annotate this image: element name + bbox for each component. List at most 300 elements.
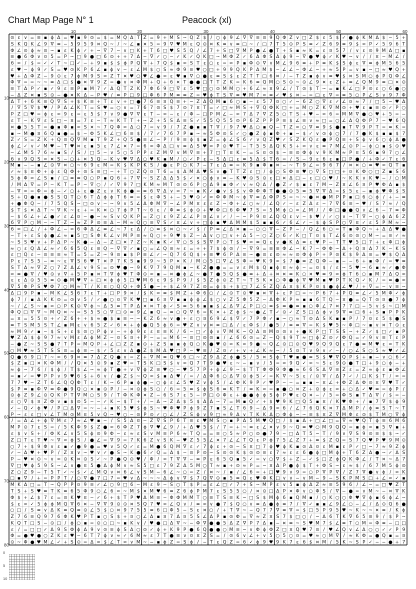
grid-cell-symbol: $ <box>196 253 200 259</box>
grid-cell-symbol: ▪ <box>242 99 247 105</box>
grid-cell-symbol: 9 <box>170 425 173 431</box>
grid-cell-symbol: M <box>36 221 41 227</box>
grid-cell-symbol: 5 <box>276 112 280 118</box>
grid-cell-symbol: − <box>149 540 154 546</box>
grid-cell-symbol: ○ <box>395 176 400 182</box>
grid-cell-symbol: Z <box>262 336 266 342</box>
grid-cell-symbol: ϕ <box>209 444 213 450</box>
grid-cell-symbol: ∇ <box>335 355 339 361</box>
grid-cell-symbol: Q <box>30 202 35 208</box>
grid-cell-symbol: ∨ <box>282 476 286 482</box>
grid-cell-symbol: ● <box>275 182 280 188</box>
grid-cell-symbol: − <box>169 55 174 61</box>
grid-cell-symbol: □ <box>96 278 101 284</box>
grid-cell-symbol: ✓ <box>36 144 41 150</box>
grid-cell-symbol: ⊙ <box>63 495 68 501</box>
grid-cell-symbol: 5 <box>37 348 41 354</box>
grid-cell-symbol: ¤ <box>349 74 353 80</box>
grid-cell-symbol: Q <box>269 342 273 348</box>
grid-cell-symbol: ♥ <box>202 419 207 425</box>
grid-cell-symbol: ¤ <box>262 150 266 156</box>
grid-cell-symbol: ∨ <box>103 374 107 380</box>
grid-cell-symbol: ∇ <box>362 470 366 476</box>
grid-cell-symbol: ≡ <box>182 144 187 150</box>
grid-cell-symbol: ϕ <box>103 368 107 374</box>
grid-cell-symbol: K <box>43 361 47 367</box>
grid-cell-symbol: ~ <box>348 214 353 220</box>
grid-cell-symbol: Q <box>182 310 187 316</box>
grid-cell-symbol: ∨ <box>50 457 54 463</box>
grid-cell-symbol: 6 <box>63 246 67 252</box>
grid-cell-symbol: ¤ <box>388 489 392 495</box>
grid-cell-symbol: 5 <box>216 380 220 386</box>
grid-cell-symbol: Φ <box>196 521 200 527</box>
grid-cell-symbol: ≡ <box>189 387 194 393</box>
grid-cell-symbol: □ <box>16 253 22 259</box>
grid-cell-symbol: Q <box>275 285 280 291</box>
grid-cell-symbol: ∇ <box>322 470 326 476</box>
grid-cell-symbol: ≈ <box>295 125 300 131</box>
grid-cell-symbol: ≈ <box>10 246 15 252</box>
grid-cell-symbol: − <box>282 380 287 386</box>
grid-cell-symbol: ¤ <box>289 489 293 495</box>
grid-cell-symbol: ○ <box>361 272 366 278</box>
grid-cell-symbol: ○ <box>242 502 247 508</box>
grid-cell-symbol: = <box>123 438 128 444</box>
grid-cell-symbol: 5 <box>30 125 34 131</box>
grid-cell-symbol: ∇ <box>382 400 386 406</box>
grid-cell-symbol: ● <box>116 368 121 374</box>
grid-cell-symbol: P <box>296 42 299 48</box>
grid-cell-symbol: + <box>368 157 373 163</box>
grid-cell-symbol: ϕ <box>395 463 399 469</box>
grid-cell-symbol: S <box>30 259 34 265</box>
grid-cell-symbol: + <box>36 476 41 482</box>
grid-cell-symbol: ▪ <box>395 425 399 431</box>
grid-cell-symbol: ≡ <box>395 208 399 214</box>
grid-cell-symbol: P <box>30 285 34 291</box>
grid-cell-symbol: Q <box>123 35 127 41</box>
grid-cell-symbol: 6 <box>349 483 353 489</box>
grid-cell-symbol: / <box>283 419 286 425</box>
grid-cell-symbol: 5 <box>176 176 180 182</box>
grid-cell-symbol: 7 <box>110 144 114 150</box>
grid-cell-symbol: + <box>361 285 366 291</box>
grid-cell-symbol: 9 <box>176 527 180 533</box>
grid-cell-symbol: Q <box>110 355 114 361</box>
grid-cell-symbol: 7 <box>349 342 353 348</box>
grid-cell-symbol: = <box>209 285 214 291</box>
grid-cell-symbol: S <box>209 170 213 176</box>
grid-cell-symbol: ● <box>30 131 35 137</box>
grid-cell-symbol: / <box>38 227 40 233</box>
grid-cell-symbol: 7 <box>209 246 213 252</box>
grid-cell-symbol: ≡ <box>123 317 128 323</box>
grid-cell-symbol: ⊙ <box>109 265 114 271</box>
grid-cell-symbol: ε <box>57 444 60 450</box>
grid-cell-symbol: Δ <box>315 317 320 323</box>
grid-cell-symbol: ≡ <box>96 170 101 176</box>
grid-cell-symbol: Φ <box>262 189 267 195</box>
grid-cell-symbol: ♥ <box>156 425 161 431</box>
grid-cell-symbol: ○ <box>262 233 267 239</box>
grid-cell-symbol: M <box>335 150 340 156</box>
grid-cell-symbol: 5 <box>97 131 101 137</box>
grid-cell-symbol: ● <box>341 208 346 214</box>
grid-cell-symbol: / <box>343 534 345 540</box>
grid-cell-symbol: ● <box>348 361 353 367</box>
grid-cell-symbol: 6 <box>24 355 28 361</box>
grid-cell-symbol: ○ <box>302 515 307 521</box>
grid-cell-symbol: / <box>57 176 60 182</box>
grid-cell-symbol: ε <box>382 368 386 374</box>
grid-cell-symbol: ⊙ <box>50 521 55 527</box>
grid-cell-symbol: ~ <box>189 189 194 195</box>
grid-cell-symbol: 5 <box>282 42 286 48</box>
grid-cell-symbol: S <box>37 233 41 239</box>
grid-cell-symbol: ϕ <box>249 374 253 380</box>
grid-cell-symbol: Φ <box>149 457 154 463</box>
grid-cell-symbol: Z <box>176 489 180 495</box>
grid-cell-symbol: 7 <box>256 93 260 99</box>
grid-cell-symbol: S <box>362 476 366 482</box>
grid-cell-symbol: Δ <box>50 527 54 533</box>
grid-cell-symbol: ≈ <box>242 342 247 348</box>
grid-cell-symbol: 6 <box>243 336 246 342</box>
grid-cell-symbol: P <box>170 432 173 438</box>
grid-cell-symbol: ● <box>116 355 121 361</box>
grid-cell-symbol: − <box>116 329 121 335</box>
grid-cell-symbol: 9 <box>24 291 28 297</box>
grid-cell-symbol: Q <box>249 329 253 335</box>
grid-cell-symbol: − <box>315 476 320 482</box>
grid-cell-symbol: Φ <box>50 361 54 367</box>
grid-cell-symbol: S <box>322 361 326 367</box>
grid-cell-symbol: $ <box>382 35 386 41</box>
grid-cell-symbol: ♥ <box>308 521 313 527</box>
grid-cell-symbol: ∠ <box>348 182 353 188</box>
grid-cell-symbol: ≈ <box>288 265 293 271</box>
grid-cell-symbol: P <box>110 457 114 463</box>
grid-cell-symbol: ○ <box>30 221 35 227</box>
grid-cell-symbol: ♥ <box>43 438 48 444</box>
grid-cell-symbol: ✓ <box>308 457 313 463</box>
grid-cell-symbol: ⊙ <box>249 176 254 182</box>
grid-cell-symbol: ♥ <box>129 406 134 412</box>
grid-cell-symbol: T <box>17 323 21 329</box>
grid-cell-symbol: ¤ <box>276 272 280 278</box>
grid-cell-symbol: ε <box>362 106 366 112</box>
grid-cell-symbol: − <box>103 240 108 246</box>
grid-cell-symbol: Q <box>328 297 333 303</box>
grid-cell-symbol: ♥ <box>103 106 108 112</box>
grid-cell-symbol: ¤ <box>315 195 319 201</box>
grid-cell-symbol: M <box>76 412 81 418</box>
grid-cell-symbol: ○ <box>275 412 280 418</box>
grid-cell-symbol: ~ <box>242 214 247 220</box>
grid-cell-symbol: ○ <box>209 87 214 93</box>
grid-cell-symbol: 7 <box>355 131 359 137</box>
grid-cell-symbol: ▪ <box>295 444 300 450</box>
grid-cell-symbol: K <box>256 387 260 393</box>
grid-cell-symbol: □ <box>109 291 114 297</box>
grid-cell-symbol: Q <box>189 48 194 54</box>
grid-cell-symbol: ∇ <box>302 55 306 61</box>
grid-cell-symbol: T <box>10 489 14 495</box>
grid-cell-symbol: Φ <box>255 527 260 533</box>
grid-cell-symbol: ✓ <box>262 374 267 380</box>
grid-cell-symbol: ● <box>308 451 313 457</box>
grid-cell-symbol: Φ <box>50 227 54 233</box>
grid-cell-symbol: P <box>229 253 233 259</box>
grid-cell-symbol: 9 <box>209 361 213 367</box>
grid-cell-symbol: ⊙ <box>202 285 207 291</box>
grid-cell-symbol: ✓ <box>235 131 240 137</box>
grid-cell-symbol: ε <box>243 265 246 271</box>
grid-cell-symbol: ϕ <box>296 463 300 469</box>
grid-cell-symbol: ε <box>342 444 346 450</box>
grid-cell-symbol: ¤ <box>63 163 67 169</box>
grid-cell-symbol: 6 <box>116 323 120 329</box>
grid-cell-symbol: $ <box>388 144 392 150</box>
grid-cell-symbol: □ <box>268 470 274 476</box>
grid-cell-symbol: ✓ <box>156 412 161 418</box>
grid-cell-symbol: Z <box>63 265 67 271</box>
grid-cell-symbol: ○ <box>262 304 267 310</box>
grid-cell-symbol: − <box>103 157 108 163</box>
grid-cell-symbol: ∇ <box>136 176 140 182</box>
grid-cell-symbol: ε <box>11 432 14 438</box>
grid-cell-symbol: S <box>296 112 300 118</box>
grid-cell-symbol: Δ <box>143 202 147 208</box>
grid-cell-symbol: ● <box>116 374 121 380</box>
grid-cell-symbol: = <box>375 483 380 489</box>
grid-cell-symbol: ≡ <box>43 99 48 105</box>
grid-cell-symbol: ~ <box>308 291 313 297</box>
grid-cell-symbol: − <box>96 406 101 412</box>
grid-cell-symbol: Δ <box>24 182 28 188</box>
grid-cell-symbol: 7 <box>209 272 213 278</box>
grid-cell-symbol: M <box>156 355 161 361</box>
grid-cell-symbol: 9 <box>156 35 160 41</box>
grid-cell-symbol: 6 <box>216 374 220 380</box>
grid-cell-symbol: ♥ <box>189 195 194 201</box>
grid-cell-symbol: ∠ <box>235 438 240 444</box>
grid-cell-symbol: ε <box>296 451 299 457</box>
grid-cell-symbol: ≈ <box>315 534 320 540</box>
grid-cell-symbol: ⊙ <box>43 48 48 54</box>
grid-cell-symbol: 9 <box>402 400 406 406</box>
grid-cell-symbol: Z <box>335 182 339 188</box>
grid-cell-symbol: ~ <box>96 214 101 220</box>
grid-cell-symbol: □ <box>229 157 234 163</box>
grid-cell-symbol: 9 <box>183 67 187 73</box>
grid-cell-symbol: ϕ <box>369 406 373 412</box>
grid-cell-symbol: ▪ <box>77 35 81 41</box>
grid-cell-symbol: ▪ <box>322 278 326 284</box>
grid-cell-symbol: / <box>51 406 53 412</box>
grid-cell-symbol: K <box>43 297 47 303</box>
grid-cell-symbol: Z <box>309 35 313 41</box>
grid-cell-symbol: ≡ <box>348 80 353 86</box>
grid-cell-symbol: ¤ <box>209 323 213 329</box>
grid-cell-symbol: ε <box>163 214 167 220</box>
grid-cell-symbol: ♥ <box>268 380 274 386</box>
grid-cell-symbol: 6 <box>176 419 180 425</box>
grid-cell-symbol: ○ <box>375 144 380 150</box>
grid-cell-symbol: ∇ <box>136 368 140 374</box>
grid-cell-symbol: □ <box>321 457 327 463</box>
grid-cell-symbol: S <box>203 240 207 246</box>
grid-cell-symbol: Δ <box>309 202 313 208</box>
grid-cell-symbol: ✓ <box>368 540 373 546</box>
grid-cell-symbol: S <box>97 106 101 112</box>
grid-cell-symbol: ¤ <box>176 80 180 86</box>
grid-cell-symbol: ϕ <box>382 214 386 220</box>
grid-cell-symbol: ∇ <box>362 495 366 501</box>
grid-cell-symbol: ε <box>157 208 160 214</box>
grid-cell-symbol: ≡ <box>322 272 327 278</box>
grid-cell-symbol: $ <box>10 502 14 508</box>
grid-cell-symbol: ≡ <box>129 131 134 137</box>
grid-cell-symbol: ∨ <box>156 438 160 444</box>
grid-cell-symbol: Δ <box>242 233 247 239</box>
grid-cell-symbol: ε <box>143 112 147 118</box>
grid-cell-symbol: ¤ <box>382 297 386 303</box>
grid-cell-symbol: ○ <box>162 55 167 61</box>
grid-cell-symbol: Z <box>96 253 101 259</box>
grid-cell-symbol: S <box>44 176 47 182</box>
grid-cell-symbol: P <box>196 182 200 188</box>
grid-cell-symbol: / <box>243 387 246 393</box>
grid-cell-symbol: M <box>381 48 386 54</box>
grid-cell-symbol: ~ <box>182 227 187 233</box>
grid-cell-symbol: ⊙ <box>23 48 28 54</box>
grid-cell-symbol: $ <box>236 285 240 291</box>
grid-cell-symbol: $ <box>276 150 280 156</box>
grid-cell-symbol: ~ <box>355 202 360 208</box>
grid-cell-symbol: Δ <box>136 476 140 482</box>
grid-cell-symbol: ∠ <box>169 412 174 418</box>
grid-cell-symbol: P <box>395 387 399 393</box>
grid-cell-symbol: ⊙ <box>375 297 380 303</box>
grid-cell-symbol: / <box>31 476 34 482</box>
grid-cell-symbol: □ <box>10 476 15 482</box>
grid-cell-symbol: Δ <box>189 425 193 431</box>
grid-cell-symbol: Δ <box>136 227 140 233</box>
grid-cell-symbol: ≡ <box>222 42 227 48</box>
grid-cell-symbol: ∇ <box>395 489 399 495</box>
grid-cell-symbol: + <box>116 55 121 61</box>
grid-cell-symbol: ▪ <box>322 502 326 508</box>
grid-cell-symbol: 6 <box>236 534 240 540</box>
grid-cell-symbol: $ <box>243 310 246 316</box>
grid-cell-symbol: ϕ <box>402 508 406 514</box>
grid-cell-symbol: ϕ <box>262 131 266 137</box>
grid-cell-symbol: ¤ <box>329 48 333 54</box>
grid-cell-symbol: Φ <box>328 246 333 252</box>
grid-cell-symbol: 7 <box>256 521 260 527</box>
grid-cell-symbol: Δ <box>70 265 74 271</box>
grid-cell-symbol: P <box>289 291 293 297</box>
grid-cell-symbol: ε <box>269 240 273 246</box>
grid-cell-symbol: 9 <box>302 163 306 169</box>
grid-cell-symbol: − <box>103 419 108 425</box>
grid-cell-symbol: Δ <box>57 80 61 86</box>
grid-cell-symbol: ○ <box>308 470 313 476</box>
grid-cell-symbol: $ <box>388 393 392 399</box>
grid-cell-symbol: Z <box>169 540 174 546</box>
grid-cell-symbol: 5 <box>335 483 339 489</box>
grid-cell-symbol: M <box>242 221 247 227</box>
grid-cell-symbol: − <box>342 259 346 265</box>
grid-cell-symbol: ○ <box>109 285 114 291</box>
grid-cell-symbol: T <box>44 208 47 214</box>
grid-cell-symbol: − <box>295 55 300 61</box>
grid-cell-symbol: Q <box>275 35 280 41</box>
grid-cell-symbol: Δ <box>24 336 28 342</box>
grid-cell-symbol: ● <box>142 380 147 386</box>
grid-cell-symbol: ~ <box>70 208 74 214</box>
grid-cell-symbol: M <box>335 144 340 150</box>
grid-cell-symbol: ♥ <box>341 508 347 514</box>
grid-cell-symbol: ○ <box>156 387 161 393</box>
grid-cell-symbol: □ <box>242 285 247 291</box>
grid-cell-symbol: − <box>282 163 287 169</box>
grid-cell-symbol: ¤ <box>123 144 127 150</box>
grid-cell-symbol: M <box>302 495 307 501</box>
grid-cell-symbol: $ <box>17 495 21 501</box>
grid-cell-symbol: ○ <box>169 368 174 374</box>
grid-cell-symbol: ≈ <box>381 348 386 354</box>
grid-cell-symbol: $ <box>103 35 107 41</box>
grid-cell-symbol: / <box>389 176 392 182</box>
grid-cell-symbol: ¤ <box>170 272 173 278</box>
grid-cell-symbol: □ <box>361 374 367 380</box>
grid-cell-symbol: ε <box>11 253 14 259</box>
grid-cell-symbol: + <box>315 463 320 469</box>
grid-cell-symbol: − <box>235 444 240 450</box>
grid-cell-symbol: ϕ <box>50 189 54 195</box>
grid-cell-symbol: $ <box>282 457 286 463</box>
grid-cell-symbol: ≈ <box>302 336 307 342</box>
grid-cell-symbol: ≡ <box>342 521 346 527</box>
grid-cell-symbol: P <box>375 438 379 444</box>
grid-cell-symbol: M <box>196 259 201 265</box>
grid-cell-symbol: □ <box>189 355 194 361</box>
grid-cell-symbol: 5 <box>249 297 253 303</box>
grid-cell-symbol: M <box>196 463 201 469</box>
grid-cell-symbol: ∨ <box>57 272 61 278</box>
grid-cell-symbol: ¤ <box>342 182 346 188</box>
grid-cell-symbol: / <box>144 400 146 406</box>
grid-cell-symbol: ≈ <box>381 67 386 73</box>
grid-cell-symbol: ¤ <box>362 246 366 252</box>
grid-cell-symbol: ○ <box>222 419 227 425</box>
grid-cell-symbol: 9 <box>315 348 319 354</box>
grid-cell-symbol: ○ <box>355 93 360 99</box>
column-number: 50 <box>336 29 342 34</box>
grid-cell-symbol: + <box>348 106 353 112</box>
grid-cell-symbol: ⊙ <box>143 272 147 278</box>
grid-cell-symbol: ε <box>309 176 313 182</box>
grid-cell-symbol: K <box>302 246 306 252</box>
grid-cell-symbol: ✓ <box>302 361 307 367</box>
grid-cell-symbol: K <box>57 291 61 297</box>
grid-cell-symbol: / <box>369 202 372 208</box>
grid-cell-symbol: T <box>117 195 120 201</box>
grid-cell-symbol: 5 <box>130 138 134 144</box>
